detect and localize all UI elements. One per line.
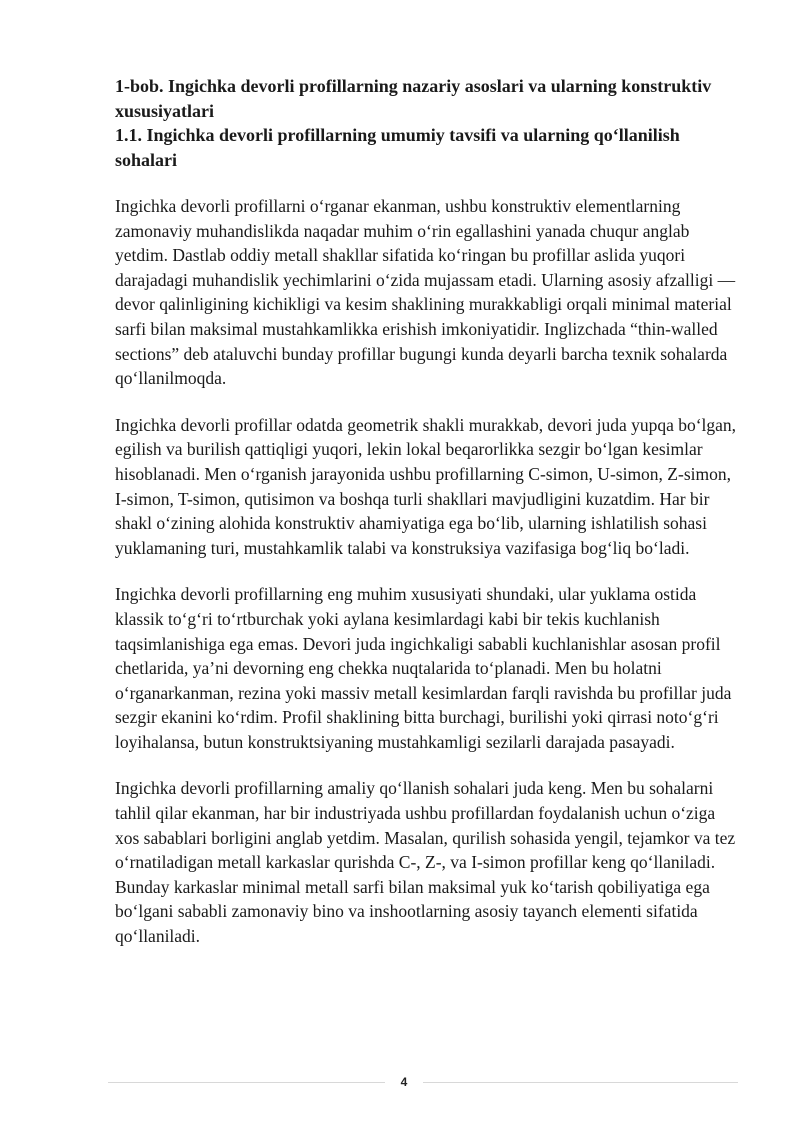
paragraph-4: Ingichka devorli profillarning amaliy qo‘llanish sohalari juda keng. Men bu sohalarni tahlil qilar ekanman, har bir industriyada ushbu profillardan foydalanish uchun o‘ziga xos sabablari borligini anglab yetdim. Masalan, qurilish sohasida yengil, tejamkor va tez o‘rnatiladigan metall karkaslar qurishda C-, Z-, va I-simon profillar keng qo‘llaniladi. Bunday karkaslar minimal metall sarfi bilan maksimal yuk ko‘tarish qobiliyatiga ega bo‘lgani sababli zamonaviy bino va inshootlarning asosiy tayanch elementi sifatida qo‘llaniladi. [115, 778, 736, 947]
page-footer [108, 1072, 738, 1092]
footer-divider-right [423, 1082, 738, 1083]
page-number: 4 [400, 1075, 408, 1089]
paragraph-3: Ingichka devorli profillarning eng muhim xususiyati shundaki, ular yuklama ostida klassik to‘g‘ri to‘rtburchak yoki aylana kesimlardagi kabi bir tekis kuchlanish taqsimlanishiga ega emas. Devori juda ingichkaligi sababli kuchlanishlar asosan profil chetlarida, ya’ni devorning eng chekka nuqtalarida to‘planadi. Men bu holatni o‘rganarkanman, rezina yoki massiv metall kesimlardan farqli ravishda bu profillar juda sezgir ekanini ko‘rdim. Profil shaklining bitta burchagi, burilishi yoki qirrasi noto‘g‘ri loyihalansa, butun konstruktsiyaning mustahkamligi sezilarli darajada pasayadi. [115, 584, 732, 752]
section-heading: 1.1. Ingichka devorli profillarning umumiy tavsifi va ularning qo‘llanilish sohalari [115, 125, 680, 170]
paragraph-2: Ingichka devorli profillar odatda geometrik shakli murakkab, devori juda yupqa bo‘lgan, egilish va burilish qattiqligi yuqori, lekin lokal beqarorlikka sezgir bo‘lgan kesimlar hisoblanadi. Men o‘rganish jarayonida ushbu profillarning C-simon, U-simon, Z-simon, I-simon, T-simon, qutisimon va boshqa turli shakllari mavjudligini kuzatdim. Har bir shakl o‘zining alohida konstruktiv ahamiyatiga ega bo‘lib, ularning ishlatilish sohasi yuklamaning turi, mustahkamlik talabi va konstruksiya vazifasiga bog‘liq bo‘ladi. [115, 414, 737, 558]
paragraph-1: Ingichka devorli profillarni o‘rganar ekanman, ushbu konstruktiv elementlarning zamonaviy muhandislikda naqadar muhim o‘rin egallashini yanada chuqur anglab yetdim. Dastlab oddiy metall shakllar sifatida ko‘ringan bu profillar aslida yuqori darajadagi muhandislik yechimlarini o‘zida mujassam etadi. Ularning asosiy afzalligi — devor qalinligining kichikligi va kesim shaklining murakkabligi orqali minimal material sarfi bilan maksimal mustahkamlikka erishish imkoniyatidir. Inglizchada “thin-walled sections” deb ataluvchi bunday profillar bugungi kunda deyarli barcha texnik sohalarda qo‘llanilmoqda. [115, 196, 736, 389]
footer-divider-left [108, 1082, 385, 1083]
chapter-heading: 1-bob. Ingichka devorli profillarning nazariy asoslari va ularning konstruktiv xususiyatlari [115, 76, 712, 121]
document-page [115, 74, 743, 949]
